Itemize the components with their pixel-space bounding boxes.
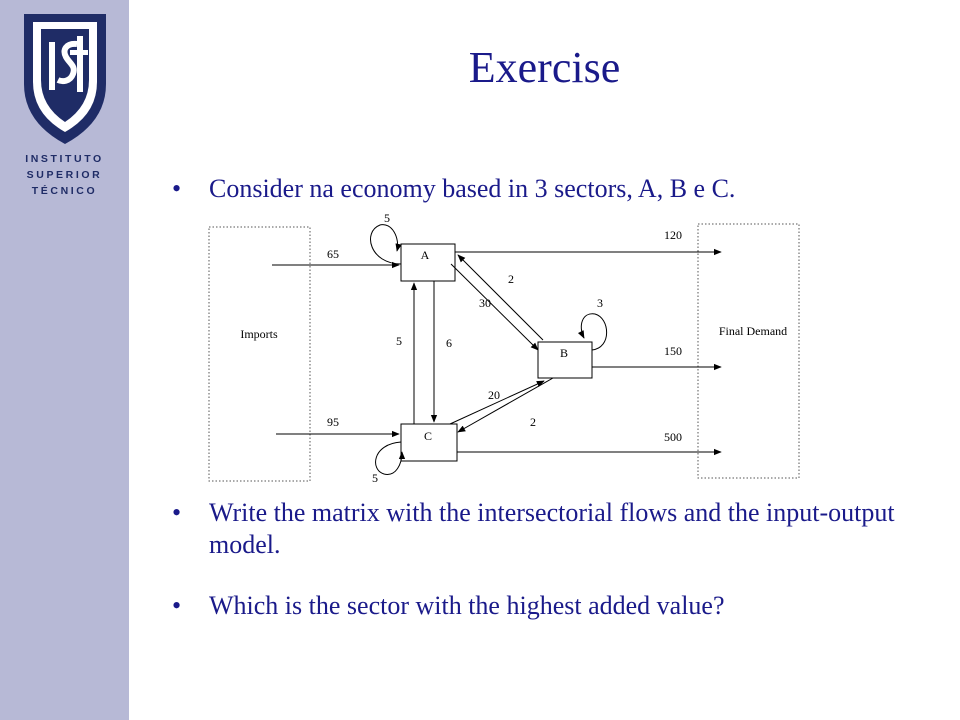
bullet-text: Write the matrix with the intersectorial flows and the input-output model. bbox=[209, 498, 895, 559]
flow-b-c-value: 2 bbox=[530, 415, 536, 429]
flow-imports-a-value: 65 bbox=[327, 247, 339, 261]
logo-word-tecnico: TÉCNICO bbox=[31, 185, 98, 197]
sector-c-label: C bbox=[423, 429, 433, 443]
imports-label: Imports bbox=[240, 327, 278, 341]
flow-c-self-value: 5 bbox=[372, 471, 378, 485]
flow-a-b-arrow bbox=[451, 264, 538, 350]
flow-b-a-value: 2 bbox=[508, 272, 514, 286]
flow-a-fd-value: 120 bbox=[664, 228, 682, 242]
flow-c-self-arrow bbox=[376, 442, 402, 474]
logo-word-superior: SUPERIOR bbox=[26, 169, 103, 181]
flow-b-fd-value: 150 bbox=[664, 344, 682, 358]
flow-a-b-value: 30 bbox=[479, 296, 491, 310]
slide-title: Exercise bbox=[468, 43, 621, 92]
bullet-dot: • bbox=[172, 174, 182, 203]
sector-a-label: A bbox=[420, 248, 430, 262]
flow-a-self-arrow bbox=[371, 225, 401, 264]
bullet-text: Which is the sector with the highest added value? bbox=[209, 591, 725, 620]
flow-c-fd-value: 500 bbox=[664, 430, 682, 444]
flow-a-self-value: 5 bbox=[384, 211, 390, 225]
bullet-dot: • bbox=[172, 498, 182, 527]
sector-b-label: B bbox=[559, 346, 569, 360]
flow-b-a-arrow bbox=[458, 255, 543, 340]
flow-a-c-value: 6 bbox=[446, 336, 452, 350]
flow-b-self-value: 3 bbox=[597, 296, 603, 310]
flow-b-c-arrow bbox=[458, 378, 553, 432]
logo-word-instituto: INSTITUTO bbox=[25, 153, 104, 165]
flow-imports-c-value: 95 bbox=[327, 415, 339, 429]
flow-c-a-value: 5 bbox=[396, 334, 402, 348]
bullet-text: Consider na economy based in 3 sectors, A, B e C. bbox=[209, 174, 736, 203]
bullet-dot: • bbox=[172, 591, 182, 620]
final-demand-box bbox=[698, 224, 799, 478]
final-demand-label: Final Demand bbox=[718, 324, 788, 338]
flow-c-b-value: 20 bbox=[488, 388, 500, 402]
